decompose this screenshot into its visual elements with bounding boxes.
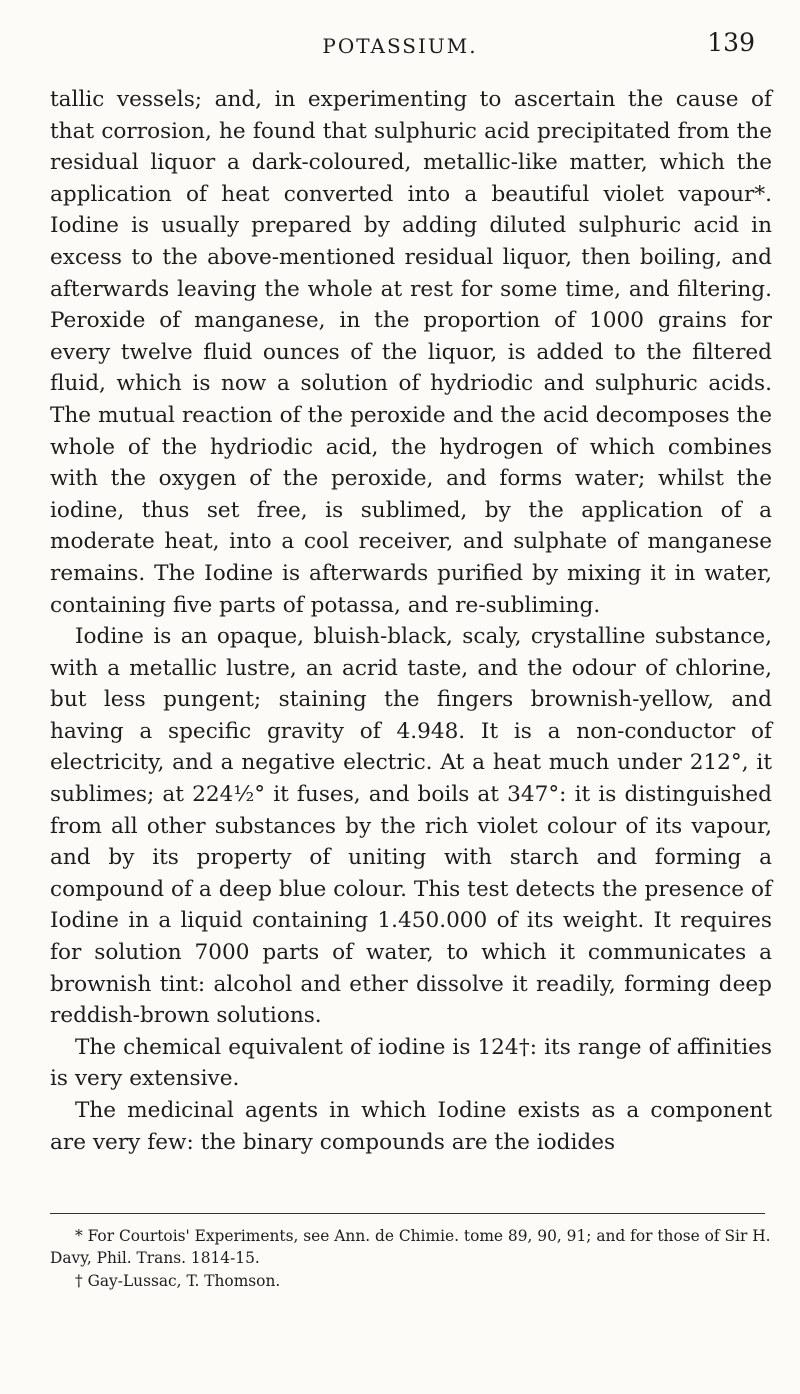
- paragraph-chemical-equivalent: The chemical equivalent of iodine is 124†: its range of affinities is very extensive.: [50, 1034, 772, 1092]
- running-head: [0, 28, 800, 64]
- paragraph-iodine-preparation: tallic vessels; and, in experimenting to ascertain the cause of that corrosion, he found that sulphuric acid precipitated from the residual liquor a dark-coloured, metallic-like matter, which the application of heat converted into a beautiful violet vapour*. Iodine is usually prepared by adding diluted sulphuric acid in excess to the above-mentioned residual liquor, then boiling, and afterwards leaving the whole at rest for some time, and filtering. Peroxide of manganese, in the proportion of 1000 grains for every twelve fluid ounces of the liquor, is added to the filtered fluid, which is now a solution of hydriodic and sulphuric acids. The mutual reaction of the peroxide and the acid decomposes the whole of the hydriodic acid, the hydrogen of which combines with the oxygen of the peroxide, and forms water; whilst the iodine, thus set free, is sublimed, by the application of a moderate heat, into a cool receiver, and sulphate of manganese remains. The Iodine is afterwards purified by mixing it in water, containing five parts of potassa, and re-subliming.: [50, 87, 772, 618]
- footnotes: [50, 1226, 772, 1293]
- page-number: 139: [707, 28, 755, 57]
- footnote-courtois: * For Courtois' Experiments, see Ann. de Chimie. tome 89, 90, 91; and for those of Sir H. Davy, Phil. Trans. 1814-15.: [50, 1227, 771, 1267]
- body-text: [50, 84, 772, 1158]
- footnote-divider: [50, 1213, 765, 1214]
- paragraph-iodine-properties: Iodine is an opaque, bluish-black, scaly, crystalline substance, with a metallic lustre, an acrid taste, and the odour of chlorine, but less pungent; staining the fingers brownish-yellow, and having a specific gravity of 4.948. It is a non-conductor of electricity, and a negative electric. At a heat much under 212°, it sublimes; at 224½° it fuses, and boils at 347°: it is distinguished from all other substances by the rich violet colour of its vapour, and by its property of uniting with starch and forming a compound of a deep blue colour. This test detects the presence of Iodine in a liquid containing 1.450.000 of its weight. It requires for solution 7000 parts of water, to which it communicates a brownish tint: alcohol and ether dissolve it readily, forming deep reddish-brown solutions.: [50, 624, 772, 1029]
- running-title: POTASSIUM.: [322, 34, 478, 58]
- paragraph-medicinal-agents: The medicinal agents in which Iodine exists as a component are very few: the binary compounds are the iodides: [50, 1098, 772, 1155]
- footnote-gay-lussac: † Gay-Lussac, T. Thomson.: [75, 1272, 281, 1291]
